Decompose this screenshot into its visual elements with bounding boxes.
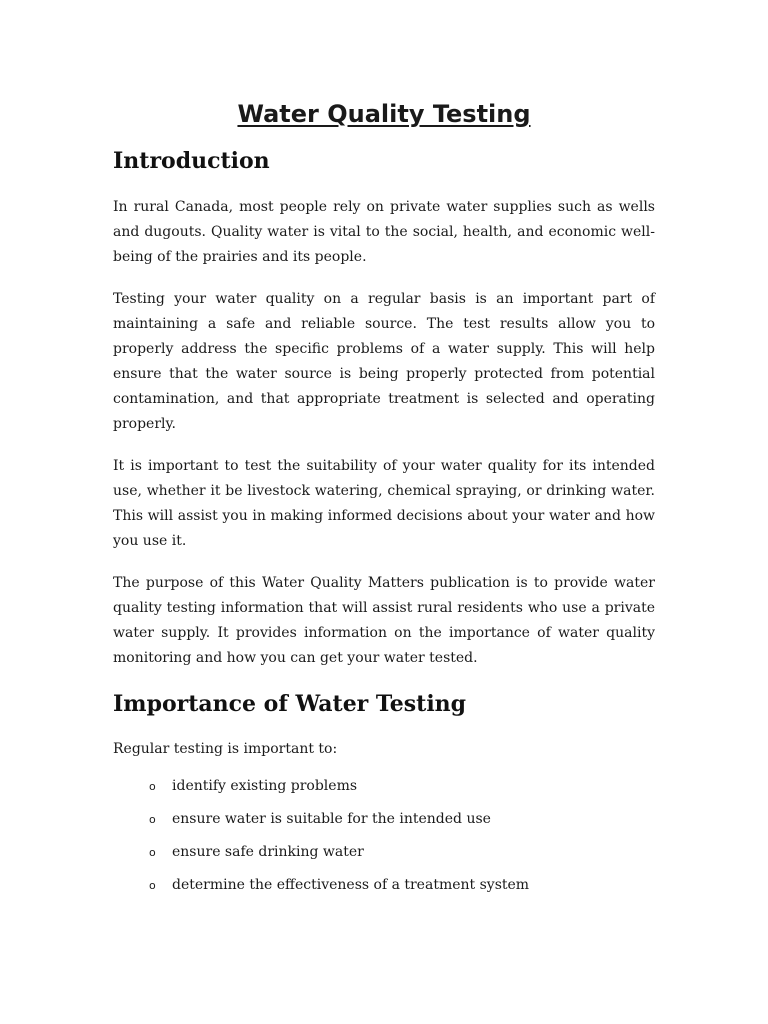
section-importance-of-water-testing <box>113 688 655 902</box>
list-item-text: ensure safe drinking water <box>172 844 364 860</box>
document-title: Water Quality Testing <box>237 100 531 128</box>
list-item <box>149 836 655 869</box>
bullet-list <box>113 770 655 902</box>
section-introduction <box>113 145 655 671</box>
paragraph: It is important to test the suitability of your water quality for its intended use, whether it be livestock watering, chemical spraying, or drinking water. This will assist you in making informed decisions about your water and how you use it. <box>113 458 655 549</box>
list-item-text: determine the effectiveness of a treatment system <box>172 877 530 893</box>
list-item-text: ensure water is suitable for the intended use <box>172 811 491 827</box>
bullet-icon: o <box>149 879 156 892</box>
section-heading: Introduction <box>113 148 270 174</box>
list-item <box>149 770 655 803</box>
paragraph: In rural Canada, most people rely on private water supplies such as wells and dugouts. Quality water is vital to the social, health, and economic well-being of the prairies and its people. <box>113 199 655 265</box>
document-body <box>113 145 655 902</box>
bullet-icon: o <box>149 780 156 793</box>
paragraph: Testing your water quality on a regular basis is an important part of maintaining a safe and reliable source. The test results allow you to properly address the specific problems of a water supply. This will help ensure that the water source is being properly protected from potential contamination, and that appropriate treatment is selected and operating properly. <box>113 291 655 432</box>
bullet-icon: o <box>149 846 156 859</box>
list-item <box>149 869 655 902</box>
list-item <box>149 803 655 836</box>
list-intro-text: Regular testing is important to: <box>113 741 338 757</box>
bullet-icon: o <box>149 813 156 826</box>
section-heading: Importance of Water Testing <box>113 691 467 717</box>
list-item-text: identify existing problems <box>172 778 358 794</box>
paragraph: The purpose of this Water Quality Matters publication is to provide water quality testing information that will assist rural residents who use a private water supply. It provides information on the importance of water quality monitoring and how you can get your water tested. <box>113 575 655 666</box>
